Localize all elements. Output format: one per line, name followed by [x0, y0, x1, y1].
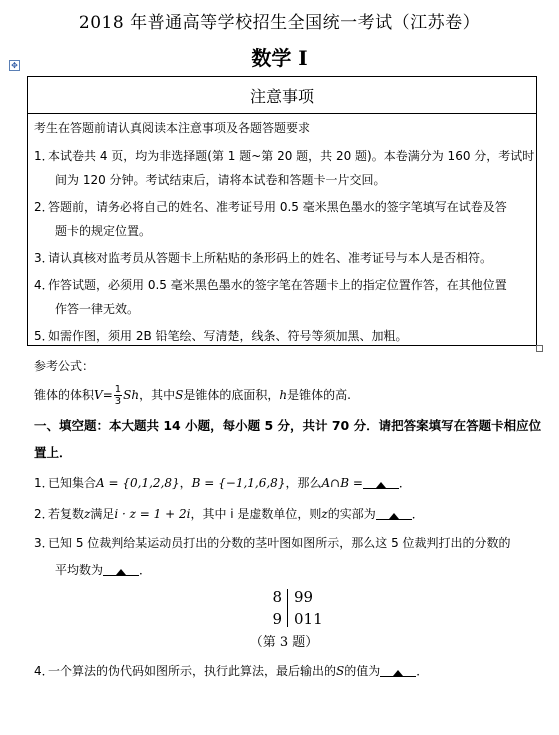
notice-item-5	[34, 327, 408, 344]
question-text: 已知 5 位裁判给某运动员打出的分数的茎叶图如图所示，那么这 5 位裁判打出的分数的	[48, 536, 511, 550]
question-3	[34, 534, 511, 551]
question-number: 2．	[34, 507, 54, 521]
question-number: 1．	[34, 476, 54, 490]
question-number: 3．	[34, 536, 54, 550]
question-text: 平均数为	[55, 563, 104, 577]
fraction-denominator: 3	[114, 396, 122, 407]
cone-volume-formula	[34, 380, 351, 410]
table-resize-handle-icon[interactable]	[536, 345, 543, 352]
notice-item-1	[34, 147, 534, 164]
question-1	[34, 474, 411, 491]
formula-label: 参考公式：	[34, 359, 95, 373]
notice-item-text: 请认真核对监考员从答题卡上所粘贴的条形码上的姓名、准考证号与本人是否相符。	[48, 251, 493, 265]
question-end: ．	[139, 563, 152, 577]
question-text: 若复数	[48, 507, 85, 521]
notice-item-1-cont: 间为 120 分钟。考试结束后，请将本试卷和答题卡一片交回。	[55, 173, 386, 187]
formula-mid1: ，其中	[139, 388, 176, 402]
notice-item-number: 1．	[34, 149, 54, 163]
notice-item-text: 如需作图，须用 2B 铅笔绘、写清楚，线条、符号等须加黑、加粗。	[48, 329, 408, 343]
formula-end: 是锥体的高.	[287, 388, 351, 402]
answer-blank	[380, 664, 416, 677]
notice-item-3	[34, 249, 492, 266]
question-text: ，	[179, 476, 192, 490]
intersection-expr: A∩B =	[321, 476, 363, 490]
answer-blank	[376, 507, 412, 520]
leaves-8: 99	[294, 588, 314, 606]
fraction-numerator: 1	[114, 384, 122, 395]
set-b: B = {−1,1,6,8}	[191, 476, 286, 490]
var-z: z	[84, 507, 91, 521]
table-move-handle-icon[interactable]: ✥	[9, 60, 20, 71]
question-number: 4．	[34, 664, 54, 678]
answer-blank	[103, 563, 139, 576]
question-text: 已知集合	[48, 476, 97, 490]
notice-divider	[27, 113, 537, 114]
stem-8: 8	[272, 588, 282, 606]
section-heading-cont: 置上．	[34, 445, 72, 460]
notice-item-number: 5．	[34, 329, 54, 343]
notice-item-number: 2．	[34, 200, 54, 214]
answer-blank	[363, 476, 399, 489]
formula-eq: =	[102, 388, 113, 402]
formula-var-s: S	[175, 388, 184, 402]
question-text: 一个算法的伪代码如图所示，执行此算法，最后输出的	[48, 664, 337, 678]
question-text: 的实部为	[327, 507, 376, 521]
formula-var-h: h	[279, 388, 288, 402]
question-end: ．	[398, 476, 411, 490]
notice-item-2	[34, 198, 507, 215]
formula-rhs: Sh	[123, 388, 140, 402]
formula-lhs: V	[94, 388, 103, 402]
question-text: ，其中 i 是虚数单位，则	[190, 507, 322, 521]
var-z: z	[321, 507, 328, 521]
stem-9: 9	[272, 610, 282, 628]
notice-item-text: 答题前，请务必将自己的姓名、准考证号用 0.5 毫米黑色墨水的签字笔填写在试卷及答	[48, 200, 507, 214]
question-text: 的值为	[344, 664, 381, 678]
exam-title: 2018 年普通高等学校招生全国统一考试（江苏卷）	[78, 13, 481, 33]
formula-prefix: 锥体的体积	[34, 388, 95, 402]
question-end: ．	[416, 664, 429, 678]
notice-item-number: 3．	[34, 251, 54, 265]
notice-item-number: 4．	[34, 278, 54, 292]
question-2	[34, 505, 424, 522]
notice-item-text: 作答试题，必须用 0.5 毫米黑色墨水的签字笔在答题卡上的指定位置作答，在其他位置	[48, 278, 507, 292]
var-s: S	[336, 664, 345, 678]
notice-title: 注意事项	[249, 87, 314, 106]
notice-item-2-cont: 题卡的规定位置。	[55, 224, 152, 238]
figure-caption: （第 3 题）	[249, 635, 319, 650]
notice-item-4-cont: 作答一律无效。	[55, 302, 140, 316]
formula-mid2: 是锥体的底面积，	[183, 388, 280, 402]
subject-title: 数学 I	[251, 46, 308, 70]
question-end: ．	[411, 507, 424, 521]
stem-leaf-divider	[287, 589, 288, 627]
notice-item-4	[34, 276, 507, 293]
question-text: 满足	[90, 507, 115, 521]
complex-equation: i · z = 1 + 2i	[114, 507, 191, 521]
leaves-9: 011	[294, 610, 323, 628]
notice-intro: 考生在答题前请认真阅读本注意事项及各题答题要求	[34, 121, 311, 135]
formula-fraction	[114, 384, 122, 407]
question-4	[34, 662, 428, 679]
set-a: A = {0,1,2,8}	[96, 476, 180, 490]
notice-item-text: 本试卷共 4 页，均为非选择题(第 1 题~第 20 题，共 20 题)。本卷满分为 160 分，考试时	[48, 149, 535, 163]
question-text: ，那么	[285, 476, 322, 490]
question-3-cont	[55, 561, 151, 578]
section-heading: 一、填空题：本大题共 14 小题，每小题 5 分，共计 70 分．请把答案填写在答题卡相应位	[34, 418, 542, 433]
